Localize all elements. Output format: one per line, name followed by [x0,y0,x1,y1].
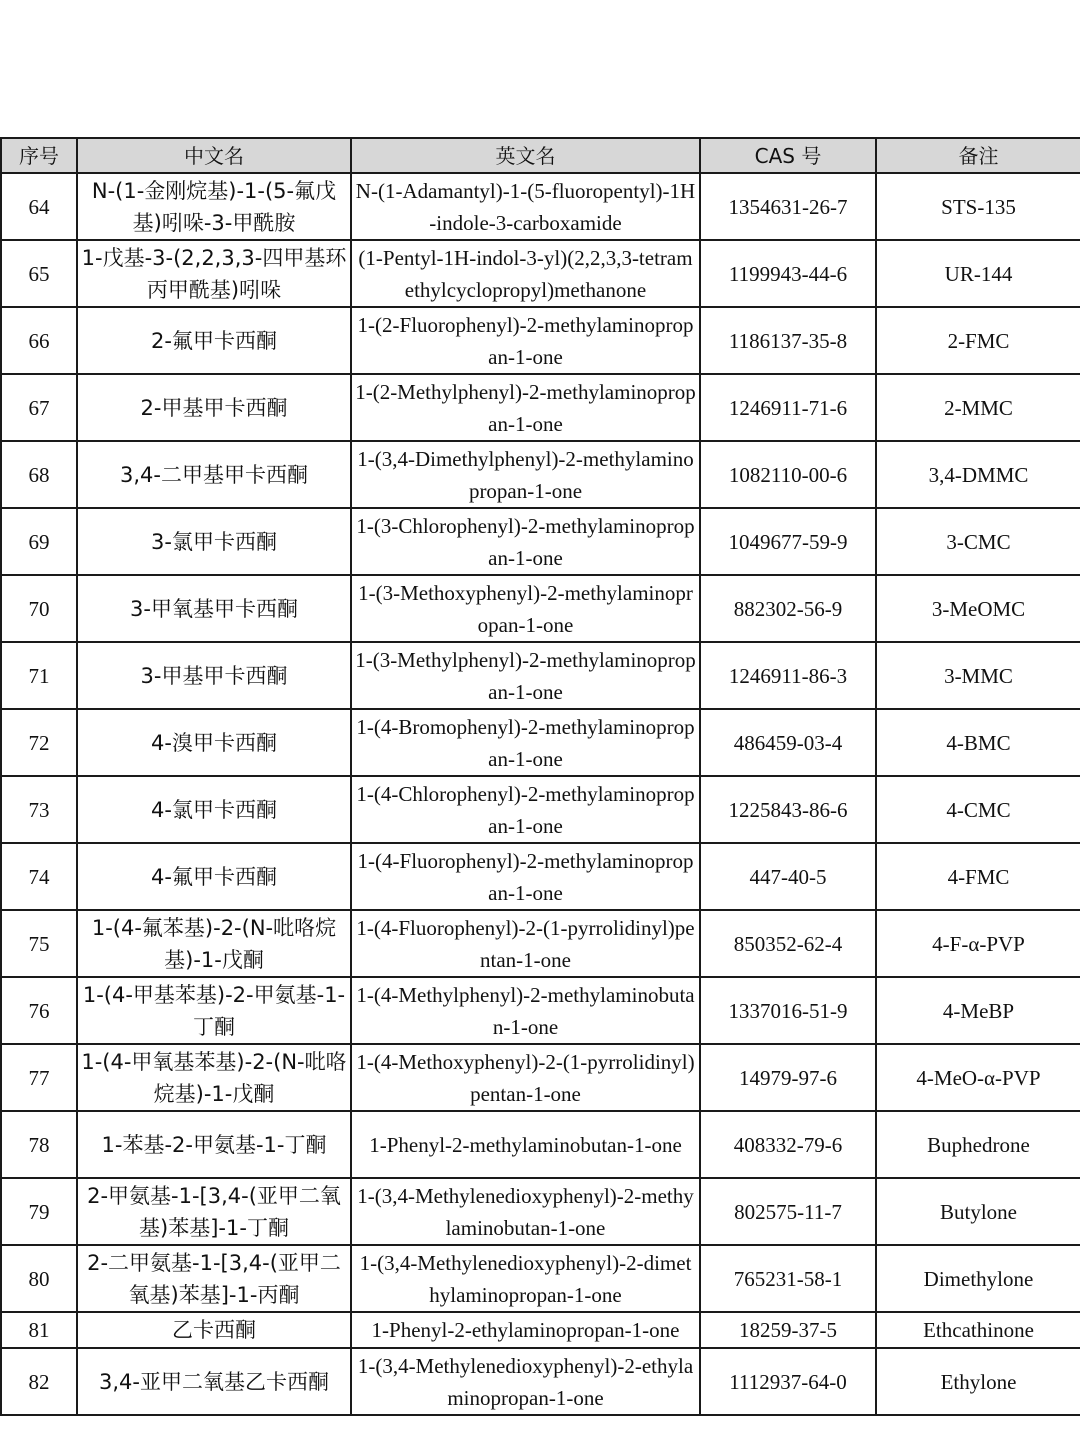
row-english-name: 1-(4-Fluorophenyl)-2-methylaminopropan-1-one [351,843,700,910]
row-chinese-name: 2-甲氨基-1-[3,4-(亚甲二氧基)苯基]-1-丁酮 [77,1178,351,1245]
table-row [1,776,1080,843]
row-chinese-name: 1-(4-甲基苯基)-2-甲氨基-1-丁酮 [77,977,351,1044]
row-note: 4-BMC [876,709,1080,776]
row-note: 3-CMC [876,508,1080,575]
table-row [1,1245,1080,1312]
row-note: 3-MMC [876,642,1080,709]
row-index: 77 [1,1044,77,1111]
header-english-name: 英文名 [351,138,700,173]
row-chinese-name: 1-戊基-3-(2,2,3,3-四甲基环丙甲酰基)吲哚 [77,240,351,307]
row-english-name: 1-(4-Fluorophenyl)-2-(1-pyrrolidinyl)pentan-1-one [351,910,700,977]
table-row [1,642,1080,709]
table-row [1,1111,1080,1178]
row-index: 66 [1,307,77,374]
row-index: 71 [1,642,77,709]
row-note: 2-FMC [876,307,1080,374]
row-note: Ethylone [876,1348,1080,1415]
row-cas-number: 802575-11-7 [700,1178,876,1245]
row-chinese-name: 2-二甲氨基-1-[3,4-(亚甲二氧基)苯基]-1-丙酮 [77,1245,351,1312]
row-english-name: 1-(2-Fluorophenyl)-2-methylaminopropan-1-one [351,307,700,374]
row-note: 4-MeO-α-PVP [876,1044,1080,1111]
row-index: 81 [1,1312,77,1348]
row-note: 4-FMC [876,843,1080,910]
row-note: 3-MeOMC [876,575,1080,642]
row-cas-number: 486459-03-4 [700,709,876,776]
row-english-name: 1-(2-Methylphenyl)-2-methylaminopropan-1-one [351,374,700,441]
row-note: 3,4-DMMC [876,441,1080,508]
header-note: 备注 [876,138,1080,173]
row-chinese-name: 3-甲基甲卡西酮 [77,642,351,709]
row-english-name: 1-(3,4-Methylenedioxyphenyl)-2-methylaminobutan-1-one [351,1178,700,1245]
row-english-name: 1-(4-Bromophenyl)-2-methylaminopropan-1-one [351,709,700,776]
row-cas-number: 1082110-00-6 [700,441,876,508]
row-english-name: 1-(3-Methylphenyl)-2-methylaminopropan-1-one [351,642,700,709]
row-cas-number: 14979-97-6 [700,1044,876,1111]
row-english-name: 1-(4-Chlorophenyl)-2-methylaminopropan-1-one [351,776,700,843]
row-cas-number: 1199943-44-6 [700,240,876,307]
table-row [1,575,1080,642]
row-index: 75 [1,910,77,977]
row-note: Buphedrone [876,1111,1080,1178]
header-chinese-name: 中文名 [77,138,351,173]
row-cas-number: 1049677-59-9 [700,508,876,575]
row-note: 4-F-α-PVP [876,910,1080,977]
row-cas-number: 850352-62-4 [700,910,876,977]
row-note: 4-MeBP [876,977,1080,1044]
row-note: UR-144 [876,240,1080,307]
row-chinese-name: 乙卡西酮 [77,1312,351,1348]
table-row [1,508,1080,575]
table-row [1,307,1080,374]
row-index: 65 [1,240,77,307]
row-english-name: 1-(4-Methoxyphenyl)-2-(1-pyrrolidinyl)pentan-1-one [351,1044,700,1111]
row-cas-number: 18259-37-5 [700,1312,876,1348]
row-chinese-name: N-(1-金刚烷基)-1-(5-氟戊基)吲哚-3-甲酰胺 [77,173,351,240]
row-index: 64 [1,173,77,240]
row-english-name: 1-(3-Methoxyphenyl)-2-methylaminopropan-1-one [351,575,700,642]
table-row [1,173,1080,240]
row-chinese-name: 4-氟甲卡西酮 [77,843,351,910]
row-index: 72 [1,709,77,776]
row-chinese-name: 1-苯基-2-甲氨基-1-丁酮 [77,1111,351,1178]
row-index: 80 [1,1245,77,1312]
row-cas-number: 1186137-35-8 [700,307,876,374]
row-english-name: 1-(3-Chlorophenyl)-2-methylaminopropan-1-one [351,508,700,575]
row-note: Ethcathinone [876,1312,1080,1348]
row-english-name: 1-Phenyl-2-ethylaminopropan-1-one [351,1312,700,1348]
row-chinese-name: 2-氟甲卡西酮 [77,307,351,374]
row-cas-number: 1112937-64-0 [700,1348,876,1415]
row-index: 82 [1,1348,77,1415]
header-index: 序号 [1,138,77,173]
table-row [1,709,1080,776]
row-cas-number: 765231-58-1 [700,1245,876,1312]
row-note: 4-CMC [876,776,1080,843]
row-note: Butylone [876,1178,1080,1245]
row-english-name: 1-(3,4-Methylenedioxyphenyl)-2-ethylaminopropan-1-one [351,1348,700,1415]
row-chinese-name: 1-(4-甲氧基苯基)-2-(N-吡咯烷基)-1-戊酮 [77,1044,351,1111]
table-row [1,1178,1080,1245]
row-cas-number: 1354631-26-7 [700,173,876,240]
row-index: 73 [1,776,77,843]
row-index: 78 [1,1111,77,1178]
row-chinese-name: 3,4-二甲基甲卡西酮 [77,441,351,508]
row-cas-number: 1246911-71-6 [700,374,876,441]
table-row [1,843,1080,910]
row-index: 67 [1,374,77,441]
table-header-row [1,138,1080,173]
row-cas-number: 447-40-5 [700,843,876,910]
table-row [1,240,1080,307]
row-chinese-name: 4-氯甲卡西酮 [77,776,351,843]
table-row [1,374,1080,441]
row-cas-number: 882302-56-9 [700,575,876,642]
table-row [1,1312,1080,1348]
row-note: STS-135 [876,173,1080,240]
substance-table [0,137,1080,1416]
row-index: 68 [1,441,77,508]
row-cas-number: 1337016-51-9 [700,977,876,1044]
row-chinese-name: 3-氯甲卡西酮 [77,508,351,575]
row-cas-number: 1225843-86-6 [700,776,876,843]
row-index: 74 [1,843,77,910]
row-english-name: 1-(3,4-Dimethylphenyl)-2-methylaminopropan-1-one [351,441,700,508]
row-chinese-name: 1-(4-氟苯基)-2-(N-吡咯烷基)-1-戊酮 [77,910,351,977]
row-chinese-name: 4-溴甲卡西酮 [77,709,351,776]
table-row [1,1044,1080,1111]
row-english-name: 1-(4-Methylphenyl)-2-methylaminobutan-1-one [351,977,700,1044]
row-english-name: (1-Pentyl-1H-indol-3-yl)(2,2,3,3-tetramethylcyclopropyl)methanone [351,240,700,307]
row-cas-number: 1246911-86-3 [700,642,876,709]
row-index: 79 [1,1178,77,1245]
row-note: Dimethylone [876,1245,1080,1312]
table-row [1,977,1080,1044]
row-index: 69 [1,508,77,575]
header-cas-number: CAS 号 [700,138,876,173]
row-index: 70 [1,575,77,642]
row-note: 2-MMC [876,374,1080,441]
row-chinese-name: 3,4-亚甲二氧基乙卡西酮 [77,1348,351,1415]
row-index: 76 [1,977,77,1044]
row-english-name: 1-Phenyl-2-methylaminobutan-1-one [351,1111,700,1178]
table-row [1,1348,1080,1415]
row-english-name: N-(1-Adamantyl)-1-(5-fluoropentyl)-1H-indole-3-carboxamide [351,173,700,240]
row-chinese-name: 2-甲基甲卡西酮 [77,374,351,441]
row-chinese-name: 3-甲氧基甲卡西酮 [77,575,351,642]
row-english-name: 1-(3,4-Methylenedioxyphenyl)-2-dimethylaminopropan-1-one [351,1245,700,1312]
row-cas-number: 408332-79-6 [700,1111,876,1178]
table-row [1,441,1080,508]
table-row [1,910,1080,977]
